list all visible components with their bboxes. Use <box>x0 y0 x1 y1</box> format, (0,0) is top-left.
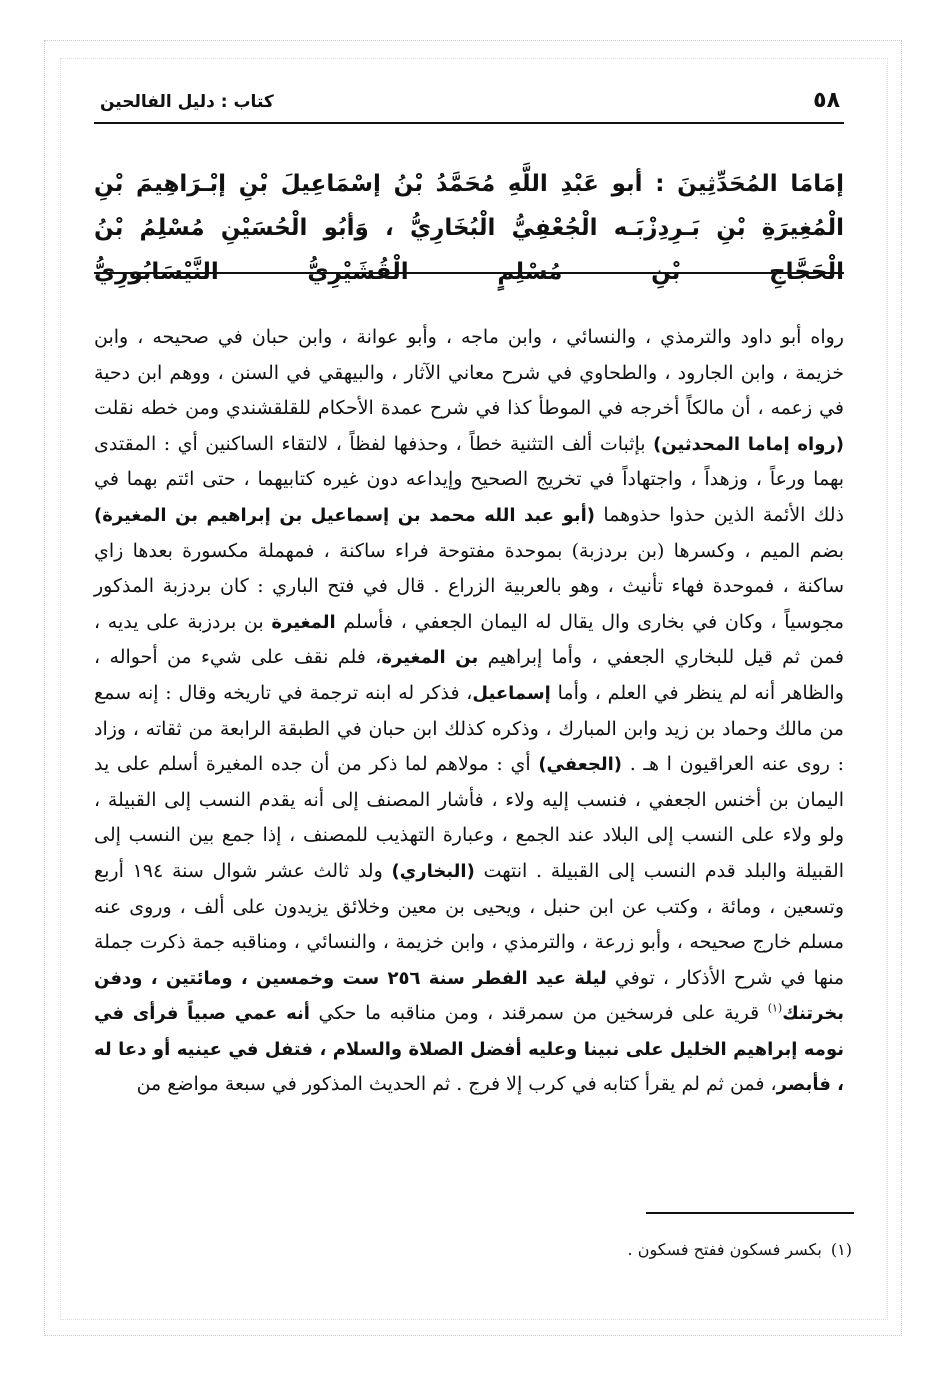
document-page <box>94 82 854 1342</box>
commentary-text: أي : مولاهم لما ذكر من أن جده المغيرة أسلم على يد اليمان بن أخنس الجعفي ، فنسب إليه ولاء ، فأشار المصنف إلى أنه يقدم النسب إلى القبيلة ، ولو ولاء على النسب إلى البلاد عند الجمع ، وعبارة التهذيب للمصنف ، إذا جمع بين النسب إلى القبيلة والبلد قدم النسب إلى القبيلة . انتهت <box>94 753 844 882</box>
commentary-bold: ليلة عيد الفطر سنة ٢٥٦ ست وخمسين ، ومائتين ، ودفن بخرتنك <box>94 967 844 1025</box>
commentary-text: بضم الميم ، وكسرها (بن بردزبة) بموحدة مفتوحة فراء ساكنة ، فمهملة مكسورة بعدها زاي ساكنة ، فموحدة فهاء تأنيث ، وهو بالعربية الزراع . قال في فتح الباري : كان بردزبة المذكور مجوسياً ، وكان في بخارى وال يقال له اليمان الجعفي ، فأسلم <box>94 539 845 633</box>
commentary-bold: إسماعيل <box>472 682 551 704</box>
commentary-bold: (رواه إماما المحدثين) <box>653 433 845 455</box>
page-number: ٥٨ <box>813 88 840 113</box>
commentary-text: ، فذكر له ابنه ترجمة في تاريخه وقال : إنه سمع من مالك وحماد بن زيد وابن المبارك ، وذكره كذلك ابن حبان في الطبقة الرابعة من ثقاته ، وزاد : روى عنه العراقيون ا هـ . <box>94 681 845 776</box>
commentary-text: ولد ثالث عشر شوال سنة ١٩٤ أربع وتسعين ، ومائة ، وكتب عن ابن حنبل ، ويحيى بن معين وخلائق يزيدون على ألف ، وروى عنه مسلم خارج صحيحه ، وأبو زرعة ، والترمذي ، وابن خزيمة ، والنسائي ، ومناقبه جمة ذكرت جملة منها في شرح الأذكار ، توفي <box>94 859 845 989</box>
running-header <box>94 82 844 124</box>
commentary-text: ، فمن ثم لم يقرأ كتابه في كرب إلا فرج . ثم الحديث المذكور في سبعة مواضع من <box>136 1073 777 1096</box>
matn-divider <box>94 272 844 274</box>
footnote-reference[interactable]: (١) <box>767 1001 783 1015</box>
commentary-text: ، فلم نقف على شيء من أحواله ، والظاهر أنه لم ينظر في العلم ، وأما <box>94 646 844 704</box>
commentary-text: رواه أبو داود والترمذي ، والنسائي ، وابن ماجه ، وأبو عوانة ، وابن حبان في صحيحه ، وابن خزيمة ، وابن الجارود ، والطحاوي في شرح معاني الآثار ، والبيهقي في السنن ، ووهم ابن دحية في زعمه ، أن مالكاً أخرجه في الموطأ كذا في شرح عمدة الأحكام للقلقشندي ومن خطه نقلت <box>94 326 844 420</box>
commentary-text: بإثبات ألف التثنية خطاً ، وحذفها لفظاً ، لالتقاء الساكنين أي : المقتدى بهما ورعاً ، وزهداً ، واجتهاداً في تخريج الصحيح وإيداعه دون غيره كتابيهما ، حتى ائتم بهما في ذلك الأئمة الذين حذوا حذوهما <box>94 432 844 526</box>
commentary-bold: أنه عمي صبياً فرأى في نومه إبراهيم الخليل على نبينا وعليه أفضل الصلاة والسلام ، فتفل في عينيه أو دعا له ، فأبصر <box>94 1003 844 1096</box>
commentary-text: بن بردزبة على يديه ، فمن ثم قيل للبخاري الجعفي ، وأما إبراهيم <box>94 610 844 669</box>
footnote <box>628 1240 852 1259</box>
commentary-bold: المغيرة <box>271 611 336 633</box>
commentary-text: قرية على فرسخين من سمرقند ، ومن مناقبه ما حكي <box>318 1002 760 1025</box>
commentary-bold: بن المغيرة <box>381 647 479 669</box>
commentary-bold: (الجعفي) <box>538 754 623 776</box>
footnote-mark: (١) <box>830 1240 852 1259</box>
footnote-divider <box>646 1212 854 1214</box>
commentary-bold: (البخاري) <box>391 860 475 882</box>
hadith-text: إمَامَا المُحَدِّثِينَ : أبو عَبْدِ اللَّهِ مُحَمَّدُ بْنُ إسْمَاعِيلَ بْنِ إبْـرَاهِيمَ بْنِ الْمُغِيرَةِ بْنِ بَـرِدِزْبَـه الْجُعْفِيُّ الْبُخَارِيُّ ، وَأبُو الْحُسَيْنِ مُسْلِمُ بْنُ الْحَجَّاجِ بْنِ مُسْلِمٍ الْقُشَيْرِيُّ النَّيْسَابُورِيُّ <box>94 171 844 285</box>
book-title: كتاب : دليل الفالحين <box>100 92 274 112</box>
footnote-text: بكسر فسكون ففتح فسكون . <box>627 1240 822 1259</box>
commentary-body <box>94 320 844 1103</box>
commentary-bold: (أبو عبد الله محمد بن إسماعيل بن إبراهيم بن المغيرة) <box>94 504 596 526</box>
